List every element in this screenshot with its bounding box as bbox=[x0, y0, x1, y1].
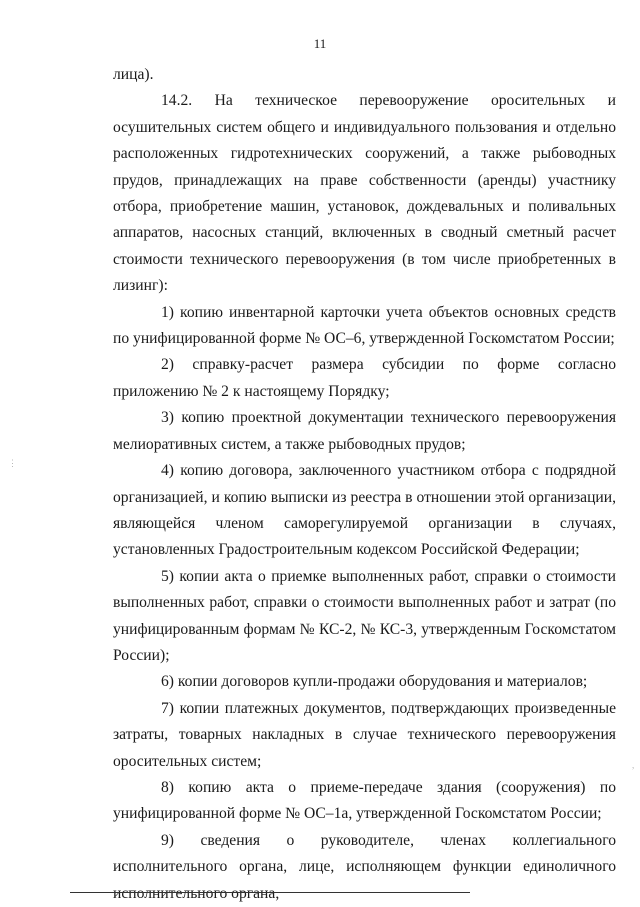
page-number: 11 bbox=[313, 36, 327, 51]
list-item-7: 7) копии платежных документов, подтверждающих произведенные затраты, товарных накладных в случае технического перевооружения оросительных систем; bbox=[113, 699, 616, 770]
scan-artifact-mark: ⋮ bbox=[8, 458, 17, 468]
list-item-2: 2) справку-расчет размера субсидии по форме согласно приложению № 2 к настоящему Порядку; bbox=[113, 356, 616, 400]
list-item-4: 4) копию договора, заключенного участником отбора с подрядной организацией, и копию выписки из реестра в отношении этой организации, являющейся членом саморегулируемой организации в случаях, установленных Градостроительным кодексом Российской Федерации; bbox=[113, 462, 616, 559]
paragraph-14-2: 14.2. На техническое перевооружение оросительных и осушительных систем общего и индивидуального пользования и отдельно расположенных гидротехнических сооружений, а также рыбоводных прудов, принадлежащих на праве собственности (аренды) участнику отбора, приобретение машин, установок, дождевальных и поливальных аппаратов, насосных станций, включенных в сводный сметный расчет стоимости технического перевооружения (в том числе приобретенных в лизинг): bbox=[113, 92, 616, 295]
list-item-8: 8) копию акта о приеме-передаче здания (сооружения) по унифицированной форме № ОС–1а, утвержденной Госкомстатом России; bbox=[113, 778, 616, 823]
bottom-divider-line bbox=[70, 892, 470, 893]
scan-artifact-mark: , bbox=[632, 760, 635, 770]
list-item-3: 3) копию проектной документации технического перевооружения мелиоративных систем, а также рыбоводных прудов; bbox=[113, 409, 616, 453]
list-item-9: 9) сведения о руководителе, членах коллегиального исполнительного органа, лице, исполняющем функции единоличного исполнительного органа, bbox=[113, 831, 616, 902]
paragraph-continuation: лица). bbox=[113, 66, 154, 83]
document-body bbox=[113, 62, 616, 907]
list-item-1: 1) копию инвентарной карточки учета объектов основных средств по унифицированной форме № ОС–6, утвержденной Госкомстатом России; bbox=[113, 303, 616, 348]
list-item-6: 6) копии договоров купли-продажи оборудования и материалов; bbox=[161, 673, 588, 691]
list-item-5: 5) копии акта о приемке выполненных работ, справки о стоимости выполненных работ, справки о стоимости выполненных работ и затрат (по унифицированным формам № КС-2, № КС-3, утвержденным Госкомстатом России); bbox=[113, 567, 616, 664]
